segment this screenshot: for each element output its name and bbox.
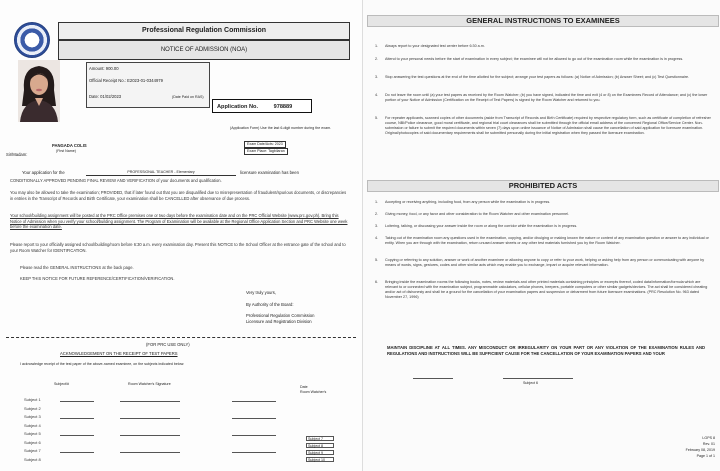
prohibited-item [375, 236, 711, 246]
instructions-reminder: Please read the GENERAL INSTRUCTIONS at the back page. [20, 265, 134, 270]
prohibited-text: Bringing inside the examination rooms the following books, notes, review materials and other printed materials containing principles or excerpts thereof, coded data/information/formula which are relevant to or connected with the examination subject, programmable calculators, cellular phones, beepers, portable computers or other similar gadgets/devices. The act shall be considered cheating and/or act of dishonesty and shall be a ground for the cancellation of your examination papers and suspension or debarment from future licensure examinations. (PRC Resolution No. 963 dated November 27, 1996) [385, 280, 708, 299]
subject-label: Subject 2 [24, 405, 41, 411]
instruction-text: Always report to your designated test center before 6:30 a.m. [385, 44, 485, 48]
application-number-label: Application No. [217, 104, 259, 110]
prohibited-text: Accepting or receiving anything, including food, from any person while the examination is in progress. [385, 200, 551, 204]
exam-place: Exam Place: Tagbilaran [244, 148, 288, 155]
cut-line [6, 337, 356, 338]
prc-seal-icon [14, 22, 50, 58]
instruction-item [375, 44, 711, 49]
signature-line-left [413, 378, 453, 379]
instruction-number: 4. [375, 93, 379, 97]
subject-label: Subject 4 [24, 422, 41, 428]
prohibited-text: Loitering, talking, or discussing your answer inside the room or along the corridor while the examination is in progress. [385, 224, 578, 228]
prohibited-number: 2. [375, 212, 379, 216]
approval-paragraph: CONDITIONALLY APPROVED PENDING FINAL REVIEW AND VERIFICATION of your documents and qualification. [10, 178, 222, 183]
instruction-item [375, 93, 711, 103]
prohibited-item [375, 200, 711, 205]
general-instructions-page [362, 0, 720, 471]
instruction-item [375, 57, 711, 62]
prohibited-text: Taking out of the examination room any questions used in the examination, copying, and/or divulging or making known the nature or content of any examination question or answer to any individual or entity. When you are through with the examination, return unused answer sheets or any other test materials furnished you by the Room Watcher. [385, 236, 709, 245]
closing-prc: Professional Regulation Commission [246, 313, 315, 318]
subject-signature-line [60, 401, 94, 402]
instruction-item [375, 75, 711, 80]
commission-name: Professional Regulation Commission [58, 22, 350, 40]
subject-label: Subject 6 [523, 381, 538, 385]
footer-line: Rev. 01 [702, 442, 715, 446]
instruction-number: 1. [375, 44, 379, 48]
applicant-photo-image [18, 60, 60, 122]
instruction-item [375, 116, 711, 136]
application-number: 978889 [273, 104, 293, 110]
date-line [232, 401, 276, 402]
column-date: Date [300, 385, 308, 389]
application-line-pre: Your application for the [22, 170, 65, 175]
instruction-number: 3. [375, 75, 379, 79]
subject-label: Subject 3 [24, 414, 41, 419]
examinee-name: PANGADA COLIS [52, 143, 87, 148]
notice-title: NOTICE OF ADMISSION (NOA) [58, 40, 350, 60]
closing-very-truly: Very truly yours, [246, 290, 277, 295]
prohibited-number: 4. [375, 236, 379, 240]
disqualification-paragraph: You may also be allowed to take the examination; PROVIDED, that if later found out that you are disqualified due to misrepresentation of fraudulent/spurious documents, or discrepancies in entries in the Transcript of Records and Birth Certificate, your examination shall be CANCELLED after observance of due process. [10, 190, 347, 201]
prohibited-number: 1. [375, 200, 379, 204]
date-line [232, 435, 276, 436]
instructions-heading: GENERAL INSTRUCTIONS TO EXAMINEES [367, 15, 719, 27]
closing-authority: By Authority of the Board: [246, 302, 294, 307]
discipline-notice: MAINTAIN DISCIPLINE AT ALL TIMES. ANY MISCONDUCT OR IRREGULARITY ON YOUR PART OR ANY VIOLATION OF THE EXAMINATION RULES AND REGULATIONS AND INSTRUCTIONS WILL BE SUFFICIENT CAUSE FOR THE CANCELLATION OF YOUR EXAMINATION PAPERS AND YOUR [387, 345, 705, 356]
subject-label: Subject 7 [24, 448, 41, 453]
prohibited-item [375, 212, 711, 217]
acknowledgement-title: ACKNOWLEDGEMENT ON THE RECEIPT OF TEST PAPERS [60, 351, 178, 356]
footer-line: February 08, 2019 [685, 448, 715, 452]
exam-type: PROFESSIONAL TEACHER - Elementary [86, 170, 236, 176]
prohibited-heading: PROHIBITED ACTS [367, 180, 719, 192]
column-subject: Subject/# [54, 382, 69, 386]
subject-box: Subject 10 [306, 457, 334, 462]
instruction-text: Attend to your personal needs before the start of examination in every subject; the examinee will not be allowed to go out of the examination room while the examination is in progress. [385, 57, 684, 61]
assignment-paragraph: Your school/building assignment will be posted at the PRC Office premises one or two days before the examination date and on the PRC Official Website (www.prc.gov.ph). Bring this Notice of Admission when you verify your school/building assignment. The Program of Examination will be available at the Regional Office Application Section and PRC Website one week before the examination date. [10, 213, 348, 230]
prc-use-only: (FOR PRC USE ONLY) [146, 342, 190, 347]
exam-date: Exam Date/Acts: 2023 [244, 141, 286, 148]
column-watcher: Room Watcher's Signature [128, 382, 171, 386]
payment-date: Date: 01/02/2023 [89, 94, 122, 99]
footer-line: Page 1 of 1 [696, 454, 715, 458]
date-line [232, 452, 276, 453]
prohibited-item [375, 224, 711, 229]
prohibited-number: 5. [375, 258, 379, 262]
closing-division: Licensure and Registration Division [246, 319, 312, 324]
keep-notice-reminder: KEEP THIS NOTICE FOR FUTURE REFERENCE/CERTIFICATION/VERIFICATION. [20, 276, 175, 281]
column-date-watcher: Room Watcher's [300, 390, 327, 394]
applicant-photo [18, 60, 60, 122]
prohibited-number: 3. [375, 224, 379, 228]
date-paid-note: (Date Paid on RAS) [172, 95, 204, 99]
amount-paid: Amount: 900.00 [89, 66, 119, 71]
subject-signature-line [60, 418, 94, 419]
prohibited-text: Copying or referring to any solution, answer or work of another examinee or allowing anyone to copy or refer to your work, helping or asking help from any person or communicating with anyone by means of words, signs, gestures, codes and other similar acts which may enable you to exchange, impart or acquire relevant information. [385, 258, 705, 267]
instruction-number: 5. [375, 116, 379, 120]
subject-box: Subject 9 [306, 450, 334, 455]
official-receipt: Official Receipt No.: E2023-01-0344979 [89, 78, 163, 83]
prohibited-item [375, 258, 711, 268]
instruction-text: Stop answering the test questions at the end of the time allotted for the subject; arrange your test papers as follows: (a) Notice of Admission; (b) Answer Sheet; and (c) Test Questionnaire. [385, 75, 690, 79]
watcher-signature-line [120, 435, 180, 436]
acknowledgement-text: I acknowledge receipt of the test paper of the above-named examinee, on the subjects indicated below: [20, 362, 185, 366]
instruction-text: Do not leave the room until (a) your test papers as received by the Room Watcher; (b) you have signed, indicated the time and exit (4 or 8) on the Examinees Record of Attendance; and (c) the lower portion of your Notice of Admission (Certification on the Receipt of Test Papers) is signed by the Room Watcher and returned to you. [385, 93, 708, 102]
subject-label: Subject 5 [24, 431, 41, 436]
prohibited-item [375, 280, 711, 300]
application-number-note: (Application Form) Use the last 6-digit number during the exam. [230, 126, 332, 130]
subject-box: Subject 7 [306, 436, 334, 441]
watcher-signature-line [120, 401, 180, 402]
watcher-signature-line [120, 452, 180, 453]
prohibited-text: Giving money, food, or any favor and other consideration to the Room Watcher and other examination personnel. [385, 212, 570, 216]
subject-label: Subject 8 [24, 456, 41, 462]
application-number-box [212, 99, 312, 113]
subject-label: Subject 6 [24, 439, 41, 445]
report-paragraph: Please report to your officially assigned school/building/room before 6:30 a.m. every examination day. Present this NOTICE to the School Officer at the entrance gate of the school and to your Room Watcher for IDENTIFICATION. [10, 242, 346, 253]
signature-line-right [503, 378, 573, 379]
subject-signature-line [60, 435, 94, 436]
subject-signature-line [60, 452, 94, 453]
subject-label: Subject 1 [24, 397, 41, 402]
salutation: Sir/Madam: [6, 152, 28, 157]
name-caption: (First Name) [56, 149, 76, 153]
instruction-text: For repeater applicants, scanned copies of other documents (aside from Transcript of Records and Birth Certificate) required by respective regulatory form, such as certificate of completion of refresher course, NBI/Police clearance, good moral certificate, and regional trial court clearances shall be submitted through the official email address of the concerned Regional Office/Service Center. Non-submission or failure to submit the required documents within seven (7) days upon online issuance of Notice of Admission shall cause the cancellation of said application for licensure examination. Original/photocopies of said documentary requirements shall be submitted personally during the initial registration when they passed the licensure examination. [385, 116, 711, 135]
subject-box: Subject 8 [306, 443, 334, 448]
date-line [232, 418, 276, 419]
watcher-signature-line [120, 418, 180, 419]
footer-line: LGPS 8 [702, 436, 715, 440]
application-line-post: licensure examination has been [240, 170, 299, 175]
prohibited-number: 6. [375, 280, 379, 284]
instruction-number: 2. [375, 57, 379, 61]
